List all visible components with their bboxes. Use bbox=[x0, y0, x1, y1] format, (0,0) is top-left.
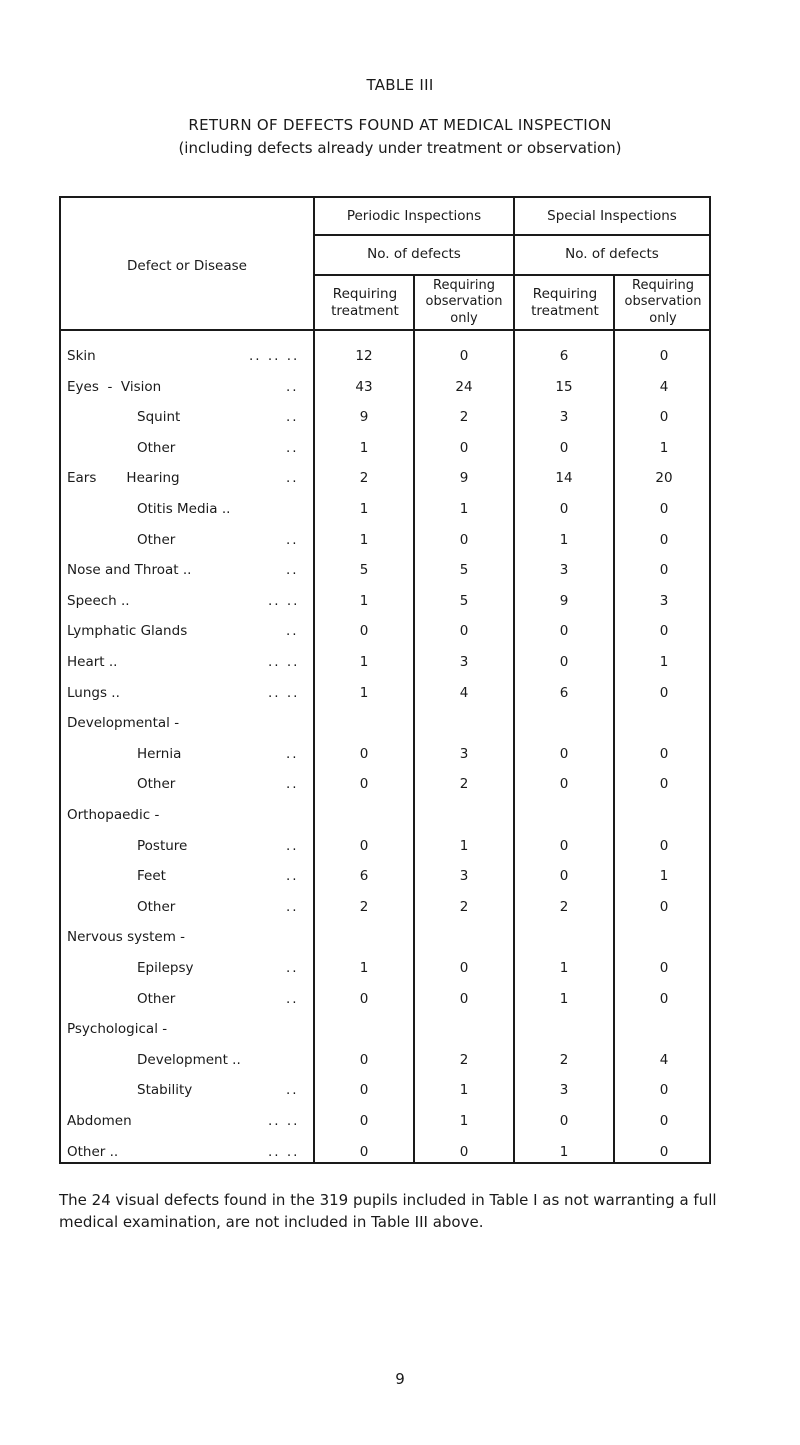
defect-count: 0 bbox=[359, 623, 369, 640]
defect-count: 0 bbox=[659, 409, 669, 426]
defect-count: 1 bbox=[359, 531, 369, 548]
defect-count: 15 bbox=[555, 378, 573, 395]
table-row bbox=[61, 432, 709, 465]
leader-dots: .. bbox=[286, 898, 299, 915]
defect-label: Other .. bbox=[67, 1143, 119, 1160]
defect-label: Lungs .. bbox=[67, 684, 120, 701]
table-row bbox=[61, 738, 709, 771]
defect-label: Ears Hearing bbox=[67, 470, 180, 487]
defect-label: Epilepsy bbox=[137, 960, 194, 976]
table-row bbox=[61, 585, 709, 618]
leader-dots: .. .. bbox=[268, 684, 300, 701]
table-row bbox=[61, 952, 709, 985]
table-row bbox=[61, 554, 709, 587]
defect-count: 0 bbox=[459, 439, 469, 456]
defect-count: 1 bbox=[659, 868, 669, 885]
defect-label: Eyes - Vision bbox=[67, 378, 162, 395]
defect-count: 0 bbox=[559, 501, 569, 517]
defect-count: 3 bbox=[459, 654, 469, 670]
defect-count: 0 bbox=[659, 837, 669, 854]
table-row bbox=[61, 462, 709, 495]
defect-count: 1 bbox=[359, 439, 369, 456]
table-row bbox=[61, 1044, 709, 1077]
defect-count: 0 bbox=[359, 1051, 369, 1068]
defect-count: 0 bbox=[459, 990, 469, 1007]
defect-count: 0 bbox=[559, 654, 569, 670]
page-number: 9 bbox=[395, 1370, 405, 1388]
defect-count: 9 bbox=[459, 470, 469, 487]
table-row bbox=[61, 1074, 709, 1107]
defect-count: 4 bbox=[659, 1051, 669, 1068]
defect-label: Hernia bbox=[137, 745, 182, 762]
leader-dots: .. bbox=[286, 868, 299, 885]
table-row bbox=[61, 1136, 709, 1169]
defect-count: 2 bbox=[459, 898, 469, 915]
defect-count: 0 bbox=[359, 745, 369, 762]
defect-count: 1 bbox=[559, 990, 569, 1007]
defect-count: 2 bbox=[559, 898, 569, 915]
defect-count: 0 bbox=[559, 868, 569, 885]
defect-label: Nose and Throat .. bbox=[67, 562, 192, 579]
defect-count: 4 bbox=[459, 684, 469, 701]
leader-dots: .. bbox=[286, 439, 299, 456]
leader-dots: .. bbox=[286, 1082, 299, 1099]
leader-dots: .. bbox=[286, 562, 299, 579]
footnote: The 24 visual defects found in the 319 pupils included in Table I as not warranting a full medical examination, are not included in Table III above. bbox=[59, 1191, 717, 1231]
defect-count: 1 bbox=[359, 684, 369, 701]
defects-table bbox=[59, 196, 711, 1164]
defect-count: 1 bbox=[559, 960, 569, 976]
leader-dots: .. bbox=[286, 531, 299, 548]
defect-count: 2 bbox=[359, 470, 369, 487]
defect-count: 2 bbox=[459, 776, 469, 793]
defect-count: 1 bbox=[359, 960, 369, 976]
defect-count: 1 bbox=[659, 654, 669, 670]
defect-count: 0 bbox=[659, 348, 669, 364]
defect-count: 0 bbox=[659, 623, 669, 640]
defect-count: 2 bbox=[359, 898, 369, 915]
defect-count: 3 bbox=[459, 745, 469, 762]
defect-label: Other bbox=[137, 439, 176, 456]
defect-count: 0 bbox=[559, 776, 569, 793]
defect-count: 0 bbox=[359, 990, 369, 1007]
leader-dots: .. .. bbox=[268, 1143, 300, 1160]
defect-label: Psychological - bbox=[67, 1021, 168, 1038]
table-row bbox=[61, 1013, 709, 1046]
defect-label: Developmental - bbox=[67, 715, 180, 732]
table-row bbox=[61, 371, 709, 404]
periodic-requiring-treatment-header: Requiring treatment bbox=[331, 285, 399, 319]
defect-column-header: Defect or Disease bbox=[127, 258, 247, 275]
defect-count: 24 bbox=[455, 378, 473, 395]
defect-count: 0 bbox=[659, 531, 669, 548]
defect-count: 5 bbox=[359, 562, 369, 579]
defect-label: Development .. bbox=[137, 1051, 241, 1068]
leader-dots: .. bbox=[286, 409, 299, 426]
table-row bbox=[61, 921, 709, 954]
table-row bbox=[61, 493, 709, 526]
table-row bbox=[61, 615, 709, 648]
defect-count: 0 bbox=[359, 837, 369, 854]
defect-count: 0 bbox=[559, 745, 569, 762]
defect-label: Other bbox=[137, 776, 176, 793]
leader-dots: .. bbox=[286, 960, 299, 976]
defect-count: 3 bbox=[459, 868, 469, 885]
defect-count: 1 bbox=[459, 1082, 469, 1099]
defect-label: Orthopaedic - bbox=[67, 807, 160, 823]
defect-count: 14 bbox=[555, 470, 573, 487]
leader-dots: .. bbox=[286, 837, 299, 854]
leader-dots: .. bbox=[286, 745, 299, 762]
defect-count: 3 bbox=[559, 409, 569, 426]
defect-count: 0 bbox=[659, 990, 669, 1007]
defect-count: 6 bbox=[359, 868, 369, 885]
defect-count: 0 bbox=[559, 837, 569, 854]
defect-count: 1 bbox=[459, 837, 469, 854]
defect-count: 0 bbox=[359, 1082, 369, 1099]
defect-count: 20 bbox=[655, 470, 673, 487]
table-row bbox=[61, 891, 709, 924]
defect-label: Otitis Media .. bbox=[137, 501, 231, 517]
defect-count: 0 bbox=[659, 745, 669, 762]
defect-count: 2 bbox=[459, 1051, 469, 1068]
defect-count: 0 bbox=[659, 562, 669, 579]
defect-count: 5 bbox=[459, 592, 469, 609]
defect-label: Abdomen bbox=[67, 1113, 132, 1129]
defect-count: 0 bbox=[659, 684, 669, 701]
leader-dots: .. bbox=[286, 990, 299, 1007]
defect-label: Squint bbox=[137, 409, 181, 426]
defect-count: 0 bbox=[459, 348, 469, 364]
table-number: TABLE III bbox=[366, 76, 434, 94]
table-row bbox=[61, 830, 709, 863]
defect-count: 9 bbox=[559, 592, 569, 609]
defect-label: Lymphatic Glands bbox=[67, 623, 188, 640]
defect-count: 1 bbox=[459, 501, 469, 517]
defect-count: 0 bbox=[359, 1113, 369, 1129]
defect-count: 0 bbox=[659, 1113, 669, 1129]
defect-label: Feet bbox=[137, 868, 166, 885]
table-row bbox=[61, 401, 709, 434]
defect-count: 0 bbox=[359, 1143, 369, 1160]
defect-count: 6 bbox=[559, 348, 569, 364]
defect-label: Other bbox=[137, 990, 176, 1007]
defect-count: 5 bbox=[459, 562, 469, 579]
defect-label: Posture bbox=[137, 837, 188, 854]
table-row bbox=[61, 768, 709, 801]
defect-count: 0 bbox=[459, 531, 469, 548]
defect-count: 1 bbox=[559, 1143, 569, 1160]
defect-count: 43 bbox=[355, 378, 373, 395]
table-row bbox=[61, 860, 709, 893]
defect-label: Other bbox=[137, 898, 176, 915]
defect-count: 0 bbox=[559, 439, 569, 456]
defect-count: 12 bbox=[355, 348, 373, 364]
defect-count: 3 bbox=[559, 1082, 569, 1099]
defect-count: 9 bbox=[359, 409, 369, 426]
header-bottom-rule bbox=[61, 329, 709, 331]
defect-label: Heart .. bbox=[67, 654, 118, 670]
defect-count: 0 bbox=[359, 776, 369, 793]
table-row bbox=[61, 340, 709, 373]
table-row bbox=[61, 983, 709, 1016]
defect-count: 1 bbox=[659, 439, 669, 456]
table-row bbox=[61, 524, 709, 557]
defect-count: 0 bbox=[659, 776, 669, 793]
leader-dots: .. bbox=[286, 623, 299, 640]
defect-count: 2 bbox=[459, 409, 469, 426]
defect-count: 0 bbox=[459, 623, 469, 640]
defect-label: Skin bbox=[67, 348, 96, 364]
periodic-requiring-observation-header: Requiring observation only bbox=[425, 278, 503, 326]
defect-count: 3 bbox=[659, 592, 669, 609]
page-title: RETURN OF DEFECTS FOUND AT MEDICAL INSPECTION bbox=[188, 116, 612, 134]
defect-count: 0 bbox=[559, 1113, 569, 1129]
special-inspections-header: Special Inspections bbox=[547, 207, 677, 224]
defect-count: 0 bbox=[659, 898, 669, 915]
special-no-of-defects: No. of defects bbox=[565, 245, 659, 262]
defect-count: 1 bbox=[359, 654, 369, 670]
defect-label: Nervous system - bbox=[67, 929, 186, 946]
defect-count: 4 bbox=[659, 378, 669, 395]
leader-dots: .. bbox=[286, 776, 299, 793]
defect-count: 0 bbox=[659, 501, 669, 517]
table-row bbox=[61, 1105, 709, 1138]
defect-count: 1 bbox=[559, 531, 569, 548]
defect-label: Other bbox=[137, 531, 176, 548]
defect-count: 2 bbox=[559, 1051, 569, 1068]
table-row bbox=[61, 707, 709, 740]
defect-count: 3 bbox=[559, 562, 569, 579]
leader-dots: .. bbox=[286, 378, 299, 395]
periodic-no-of-defects: No. of defects bbox=[367, 245, 461, 262]
defect-count: 0 bbox=[659, 1143, 669, 1160]
defect-label: Speech .. bbox=[67, 592, 130, 609]
special-requiring-treatment-header: Requiring treatment bbox=[531, 285, 599, 319]
table-row bbox=[61, 799, 709, 832]
table-row bbox=[61, 677, 709, 710]
defect-count: 0 bbox=[659, 960, 669, 976]
leader-dots: .. .. bbox=[268, 1113, 300, 1129]
leader-dots: .. .. bbox=[268, 654, 300, 670]
leader-dots: .. bbox=[286, 470, 299, 487]
defect-label: Stability bbox=[137, 1082, 193, 1099]
defect-count: 6 bbox=[559, 684, 569, 701]
defect-count: 1 bbox=[459, 1113, 469, 1129]
periodic-inspections-header: Periodic Inspections bbox=[346, 207, 482, 224]
defect-count: 0 bbox=[559, 623, 569, 640]
defect-count: 1 bbox=[359, 592, 369, 609]
leader-dots: .. .. bbox=[268, 592, 300, 609]
defect-count: 1 bbox=[359, 501, 369, 517]
defect-count: 0 bbox=[659, 1082, 669, 1099]
defect-count: 0 bbox=[459, 960, 469, 976]
defect-count: 0 bbox=[459, 1143, 469, 1160]
leader-dots: .. .. .. bbox=[249, 348, 300, 364]
special-requiring-observation-header: Requiring observation only bbox=[624, 278, 702, 326]
table-row bbox=[61, 646, 709, 679]
page-subtitle: (including defects already under treatment or observation) bbox=[178, 139, 622, 157]
